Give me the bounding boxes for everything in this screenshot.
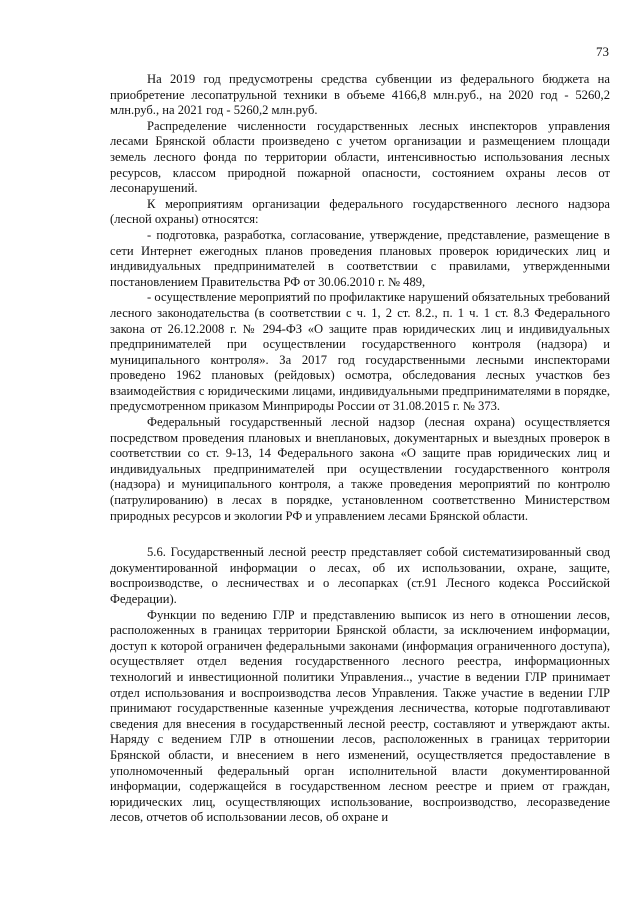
paragraph-subsidy-budget: На 2019 год предусмотрены средства субвенции из федерального бюджета на приобретение лесопатрульной техники в объеме 4166,8 млн.руб., на 2020 год - 5260,2 млн.руб., на 2021 год - 5260,2 млн.руб. bbox=[110, 72, 610, 118]
paragraph-forest-supervision: Федеральный государственный лесной надзор (лесная охрана) осуществляется посредством проведения плановых и внеплановых, документарных и выездных проверок в соответствии со ст. 9-13, 14 Федерального закона «О защите прав юридических лиц и индивидуальных предпринимателей при осуществлении государственного контроля (надзора) и муниципального контроля, а также проведения мероприятий по контролю (патрулированию) в лесах в порядке, установленном соответственно Министерством природных ресурсов и экологии РФ и управлением лесами Брянской области. bbox=[110, 415, 610, 523]
paragraph-inspection-plans-item: - подготовка, разработка, согласование, утверждение, представление, размещение в сети Интернет ежегодных планов проведения плановых проверок юридических лиц и индивидуальных предпринимателей в соответствии с правилами, утвержденными постановлением Правительства РФ от 30.06.2010 г. № 489, bbox=[110, 227, 610, 289]
paragraph-inspectors-distribution: Распределение численности государственных лесных инспекторов управления лесами Брянской области произведено с учетом организации и размещением площади земель лесного фонда по территории области, интенсивностью использования лесных ресурсов, классом природной пожарной опасности, состоянием охраны лесов от лесонарушений. bbox=[110, 118, 610, 196]
paragraph-glr-functions: Функции по ведению ГЛР и представлению выписок из него в отношении лесов, расположенных в границах территории Брянской области, за исключением информации, доступ к которой ограничен федеральными законами (информация ограниченного доступа), осуществляет отдел ведения государственного лесного реестра, информационных технологий и инвестиционной политики Управления.., участие в ведении ГЛР принимает отдел использования и воспроизводства лесов Управления. Также участие в ведении ГЛР принимают государственные казенные учреждения лесничества, которые подготавливают сведения для внесения в государственный лесной реестр, составляют и утверждают акты. Наряду с ведением ГЛР в отношении лесов, расположенных в границах территории Брянской области, и внесением в него изменений, осуществляется предоставление в уполномоченный федеральный орган исполнительной власти документированной информации, содержащейся в государственном лесном реестре и прием от граждан, юридических лиц, осуществляющих использование, воспроизводство, лесоразведение лесов, отчетов об использовании лесов, об охране и bbox=[110, 607, 610, 825]
paragraph-supervision-measures-intro: К мероприятиям организации федерального государственного лесного надзора (лесной охраны) относятся: bbox=[110, 196, 610, 227]
page-body bbox=[110, 72, 610, 826]
paragraph-section-5-6: 5.6. Государственный лесной реестр представляет собой систематизированный свод документированной информации о лесах, об их использовании, охране, защите, воспроизводстве, о лесничествах и о лесопарках (ст.91 Лесного кодекса Российской Федерации). bbox=[110, 545, 610, 606]
paragraph-prevention-item: - осуществление мероприятий по профилактике нарушений обязательных требований лесного законодательства (в соответствии с ч. 1, 2 ст. 8.2., п. 1 ч. 1 ст. 8.3 Федерального закона от 26.12.2008 г. № 294-ФЗ «О защите прав юридических лиц и индивидуальных предпринимателей при осуществлении государственного контроля (надзора) и муниципального контроля». За 2017 год государственными лесными инспекторами проведено 1962 плановых (рейдовых) осмотра, обследования лесных участков без взаимодействия с юридическими лицами, индивидуальными предпринимателями в порядке, предусмотренном приказом Минприроды России от 31.08.2015 г. № 373. bbox=[110, 290, 610, 414]
page-number: 73 bbox=[596, 44, 609, 59]
